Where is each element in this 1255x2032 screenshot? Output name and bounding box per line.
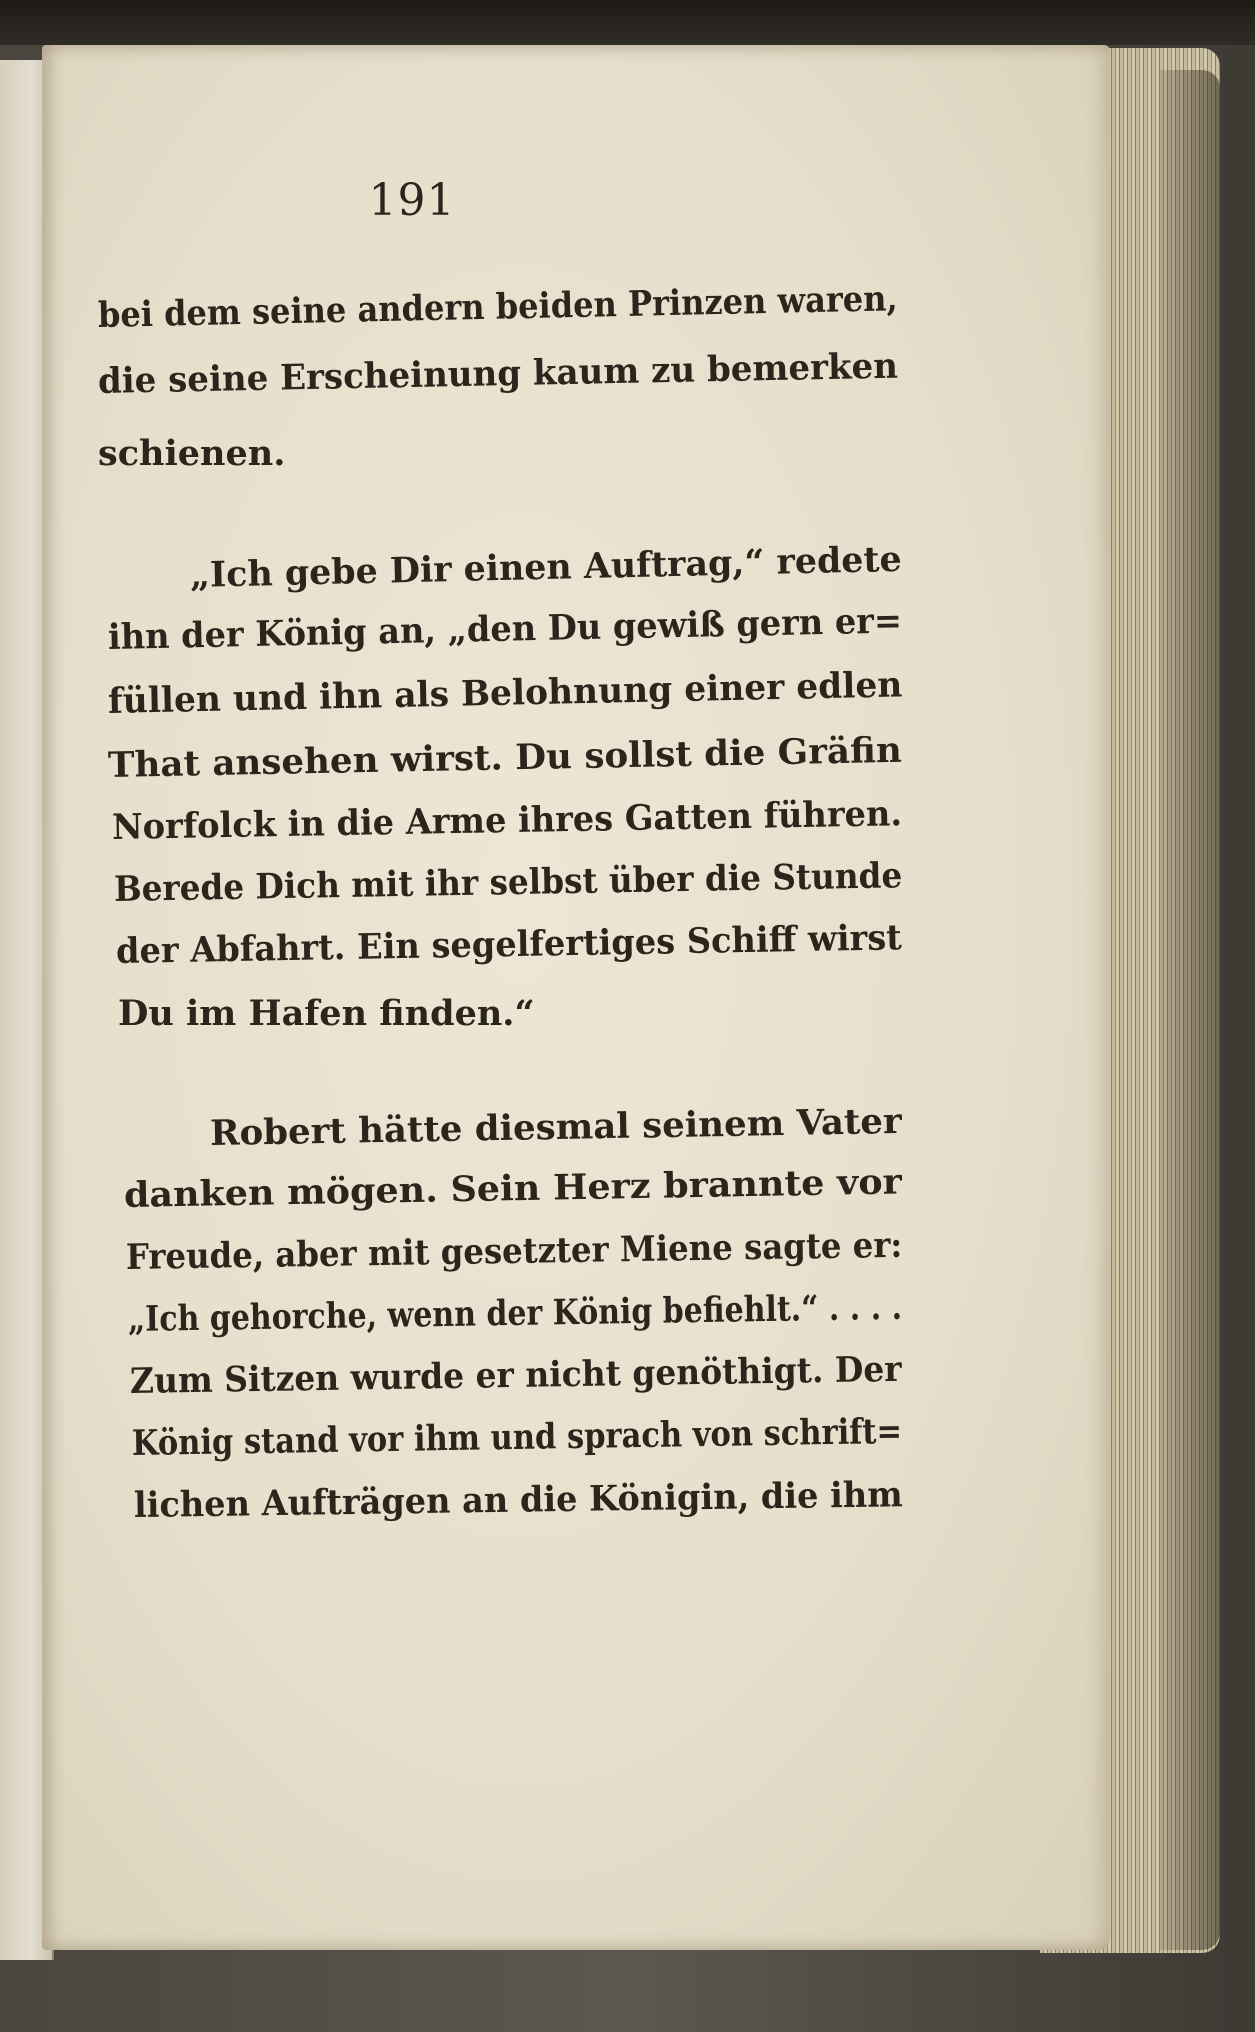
text-line: Zum Sitzen wurde er nicht genöthigt. Der	[129, 1348, 902, 1402]
text-line: „Ich gebe Dir einen Auftrag,“ redete	[189, 538, 903, 596]
text-line: schienen.	[98, 433, 286, 474]
text-line: „Ich gehorche, wenn der König befiehlt.“ . . . .	[127, 1286, 903, 1340]
text-line: That ansehen wirst. Du sollst die Gräfin	[107, 729, 903, 786]
text-line: Freude, aber mit gesetzter Miene sagte er:	[125, 1224, 903, 1278]
text-line: Du im Hafen finden.“	[118, 993, 535, 1034]
text-line: danken mögen. Sein Herz brannte vor	[123, 1161, 903, 1216]
text-line: König stand vor ihm und sprach von schrift=	[131, 1410, 903, 1464]
text-line: die seine Erscheinung kaum zu bemerken	[97, 345, 899, 402]
text-line: bei dem seine andern beiden Prinzen waren,	[97, 278, 899, 336]
text-line: der Abfahrt. Ein segelfertiges Schiff wirst	[115, 917, 903, 972]
text-line: lichen Aufträgen an die Königin, die ihm	[133, 1474, 903, 1526]
book-page	[42, 45, 1110, 1950]
text-line: Norfolck in die Arme ihres Gatten führen.	[111, 793, 903, 848]
text-line: Berede Dich mit ihr selbst über die Stunde	[113, 855, 903, 910]
text-line: füllen und ihn als Belohnung einer edlen	[107, 664, 903, 722]
page-edges-shadow	[1160, 70, 1220, 1950]
text-line: Robert hätte diesmal seinem Vater	[209, 1100, 902, 1154]
page-number: 191	[368, 175, 456, 226]
text-line: ihn der König an, „den Du gewiß gern er=	[107, 600, 903, 658]
